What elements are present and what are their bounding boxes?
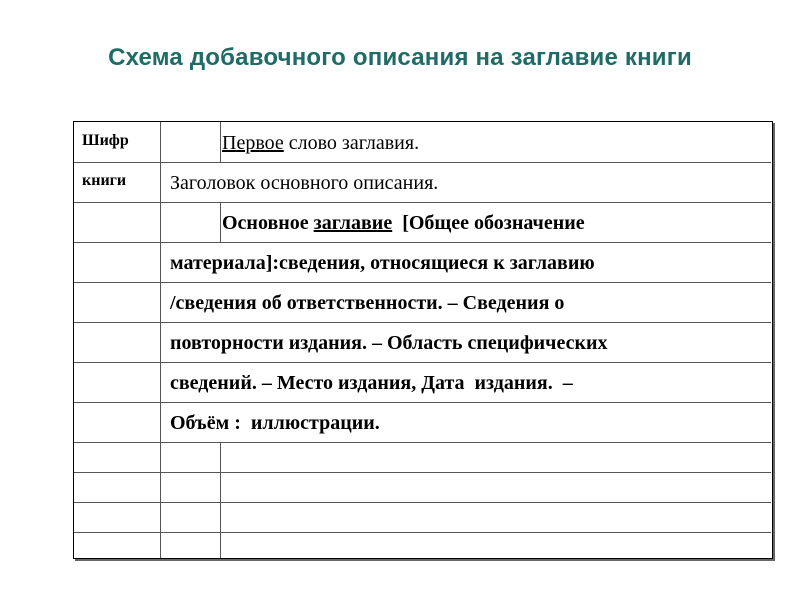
main-heading-line: Заголовок основного описания. (170, 172, 439, 194)
row-line (74, 442, 771, 443)
description-line-8: Объём : иллюстрации. (170, 412, 380, 434)
first-word-line (222, 132, 419, 155)
page-title: Схема добавочного описания на заглавие книги (108, 44, 692, 71)
shelfmark-label-line2: книги (82, 172, 127, 189)
row-line (74, 472, 771, 473)
description-line-5: /сведения об ответственности. – Сведения о (170, 292, 565, 314)
column-line (220, 122, 221, 162)
row-line (74, 322, 771, 323)
row-line (74, 402, 771, 403)
row-line (74, 242, 771, 243)
row-line (74, 532, 771, 533)
catalog-card-table (73, 121, 773, 559)
main-title-before: Основное (222, 212, 314, 234)
row-line (74, 502, 771, 503)
main-title-line (222, 212, 585, 235)
description-line-6: повторности издания. – Область специфических (170, 332, 608, 354)
row-line (74, 282, 771, 283)
main-title-underlined: заглавие (313, 212, 393, 234)
column-line (160, 122, 161, 558)
row-line (74, 162, 771, 163)
main-title-after: [Общее обозначение (392, 212, 585, 234)
first-word-underlined: Первое (222, 132, 284, 154)
first-word-rest: слово заглавия. (283, 132, 420, 154)
description-line-4: материала]:сведения, относящиеся к заглавию (170, 252, 595, 274)
shelfmark-label: Шифр (82, 132, 129, 149)
row-line (74, 362, 771, 363)
row-line (74, 202, 771, 203)
description-line-7: сведений. – Место издания, Дата издания. – (170, 372, 573, 394)
column-line (220, 442, 221, 558)
column-line (220, 202, 221, 242)
